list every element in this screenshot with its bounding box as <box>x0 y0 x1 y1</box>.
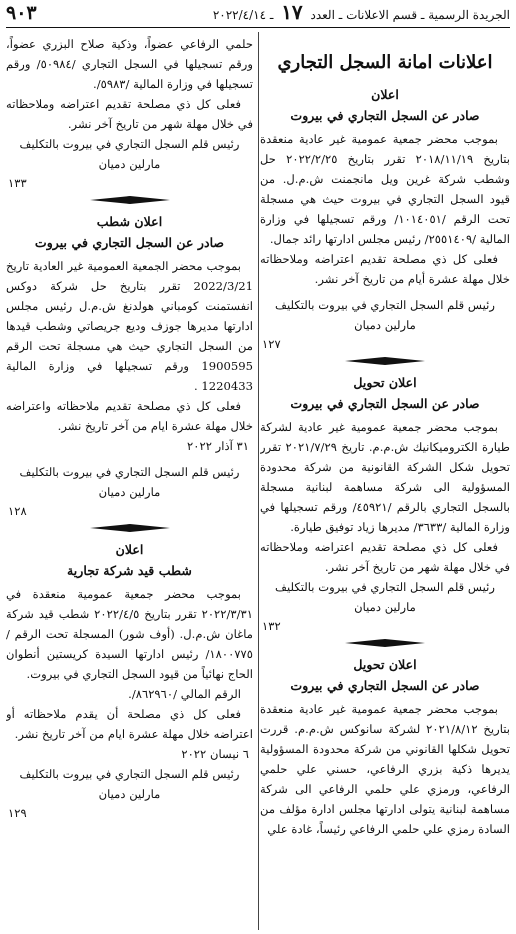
announcement-kind: اعلان تحويل <box>353 375 417 390</box>
announcement-notice: فعلى كل ذي مصلحة تقديم ملاحظاته واعتراضه خلال مهلة عشرة ايام من آخر تاريخ نشر. <box>6 399 253 433</box>
announcement-133-continuation <box>6 34 253 204</box>
announcement-issuer: شطب قيد شركة تجارية <box>67 563 192 578</box>
announcement-number: ١٢٩ <box>8 806 27 820</box>
continuation-body: حلمي الرفاعي عضواً، وذكية صلاح البزري عضواً، ورقم تسجيلها في السجل التجاري /٥٠٩٨٤/ ورقم تسجيلها في وزارة المالية /٥٩٨٣/. <box>6 37 253 91</box>
announcement-issuer: صادر عن السجل التجاري في بيروت <box>290 678 480 693</box>
announcement-number: ١٣٣ <box>8 176 27 190</box>
announcement-kind: اعلان <box>371 87 399 102</box>
announcement-transformation-sanox <box>260 655 510 839</box>
announcement-number: ١٣٢ <box>262 619 281 633</box>
announcement-kind: اعلان <box>115 542 144 557</box>
announcement-body: بموجب محضر جمعية عمومية منعقدة في ٢٠٢٢/٣/٣١ تقرر بتاريخ ٢٠٢٢/٤/٥ شطب قيد شركة ماغان ش.م.ل. (أوف شور) المسجلة تحت الرقم /١٨٠٠٧٧٥/ رئيس ادارتها السيدة كريستين أنطوان الحاج نهائياً من قيود السجل التجاري في بيروت. <box>6 587 253 681</box>
announcement-body: بموجب محضر جمعية عمومية غير عادية لشركة طيارة الكتروميكانيك ش.م.م. تاريخ ٢٠٢١/٧/٢٩ تقرر تحويل شكل الشركة القانونية من شركة محدودة المسؤولية الى شركة مساهمة لبنانية مسجلة بالسجل التجاري بالرقم /٤٥٩٢١/ ورقم تسجيلها في وزارة المالية /٣٦٣٣/ مديرها زياد توفيق طيارة. <box>260 420 510 534</box>
announcement-kind: اعلان شطب <box>96 214 163 229</box>
announcement-issuer: صادر عن السجل التجاري في بيروت <box>290 396 480 411</box>
page-number: ٩٠٣ <box>6 2 37 24</box>
separator-ornament <box>260 639 510 647</box>
signer-title: رئيس قلم السجل التجاري في بيروت بالتكليف <box>19 465 240 479</box>
signer-title: رئيس قلم السجل التجاري في بيروت بالتكليف <box>19 767 240 781</box>
announcement-notice: فعلى كل ذي مصلحة تقديم اعتراضه وملاحظاته خلال مهلة عشرة أيام من تاريخ آخر نشر. <box>260 252 510 286</box>
running-title: الجريدة الرسمية ـ قسم الاعلانات ـ العدد <box>310 8 510 22</box>
section-title: اعلانات امانة السجل التجاري <box>277 52 493 73</box>
announcement-notice: فعلى كل ذي مصلحة تقديم اعتراضه وملاحظاته في خلال مهلة شهر من تاريخ آخر نشر. <box>260 540 510 574</box>
signer-name: مارلين دميان <box>98 157 161 171</box>
left-column <box>6 34 253 930</box>
announcement-issuer: صادر عن السجل التجاري في بيروت <box>34 235 225 250</box>
announcement-fiscal-number: الرقم المالي /٨٦٢٩٦٠/. <box>128 687 241 701</box>
announcement-kind: اعلان تحويل <box>353 657 417 672</box>
announcement-notice: فعلى كل ذي مصلحة أن يقدم ملاحظاته أو اعتراضه خلال مهلة عشرة ايام من آخر تاريخ نشر. <box>6 707 253 741</box>
announcement-127 <box>260 85 510 365</box>
running-header <box>213 0 510 24</box>
signer-title: رئيس قلم السجل التجاري في بيروت بالتكليف <box>275 580 495 594</box>
signer-name: مارلين دميان <box>354 600 416 614</box>
issue-date: ـ ٢٠٢٢/٤/١٤ <box>212 8 274 22</box>
column-divider <box>258 32 259 930</box>
right-column <box>260 34 510 930</box>
signer-name: مارلين دميان <box>354 318 416 332</box>
issue-number: ١٧ <box>281 0 303 24</box>
announcement-128 <box>6 212 253 532</box>
announcement-number: ١٢٧ <box>262 337 281 351</box>
separator-ornament <box>6 196 253 204</box>
announcement-issuer: صادر عن السجل التجاري في بيروت <box>290 108 480 123</box>
announcement-body: بموجب محضر جمعية عمومية غير عادية منعقدة بتاريخ ٢٠١٨/١١/١٩ تقرر بتاريخ ٢٠٢٢/٢/٢٥ حل وشطب شركة غرين ويل مانجمنت ش.م.ل. من قيود السجل التجاري في بيروت حيث هي مسجلة تحت الرقم /١٠١٤٠٥١/ ورقم تسجيلها في وزارة المالية /٢٥٥١٤٠٩/ رئيس مجلس ادارتها رائد جمال. <box>260 132 510 246</box>
signer-title: رئيس قلم السجل التجاري في بيروت بالتكليف <box>19 137 240 151</box>
signer-name: مارلين دميان <box>98 787 161 801</box>
announcement-body: بموجب محضر جمعية عمومية غير عادية منعقدة بتاريخ ٢٠٢١/٨/١٢ لشركة سانوكس ش.م.م. قررت تحويل شكلها القانوني من شركة محدودة المسؤولية يديرها ذكية بزري الرفاعي، حسني علي حلمي الرفاعي، ورمزي علي حلمي الرفاعي الى شركة مساهمة لبنانية يتولى ادارتها مجلس ادارة مؤلف من السادة رمزي علي حلمي الرفاعي رئيساً، غادة علي <box>260 702 510 836</box>
page-header <box>6 0 510 28</box>
separator-ornament <box>6 524 253 532</box>
announcement-number: ١٢٨ <box>8 504 27 518</box>
announcement-body: بموجب محضر الجمعية العمومية غير العادية تاريخ 2022/3/21 تقرر بتاريخ حل شركة دوكس انفستمنت كومباني هولدنغ ش.م.ل رئيس مجلس ادارتها مديرها جوزف وديع جريصاتي وشطب قيدها من السجل التجاري حيث هي مسجلة تحت الرقم 1900595 ورقم تسجيلها في وزارة المالية 1220433 . <box>6 259 253 393</box>
announcement-129 <box>6 540 253 822</box>
announcement-132 <box>260 373 510 647</box>
signer-title: رئيس قلم السجل التجاري في بيروت بالتكليف <box>275 298 495 312</box>
announcement-date: ٣١ آذار ٢٠٢٢ <box>187 439 249 453</box>
separator-ornament <box>260 357 510 365</box>
signer-name: مارلين دميان <box>98 485 161 499</box>
announcement-date: ٦ نيسان ٢٠٢٢ <box>181 747 249 761</box>
announcement-notice: فعلى كل ذي مصلحة تقديم اعتراضه وملاحظاته في خلال مهلة شهر من تاريخ آخر نشر. <box>6 97 253 131</box>
